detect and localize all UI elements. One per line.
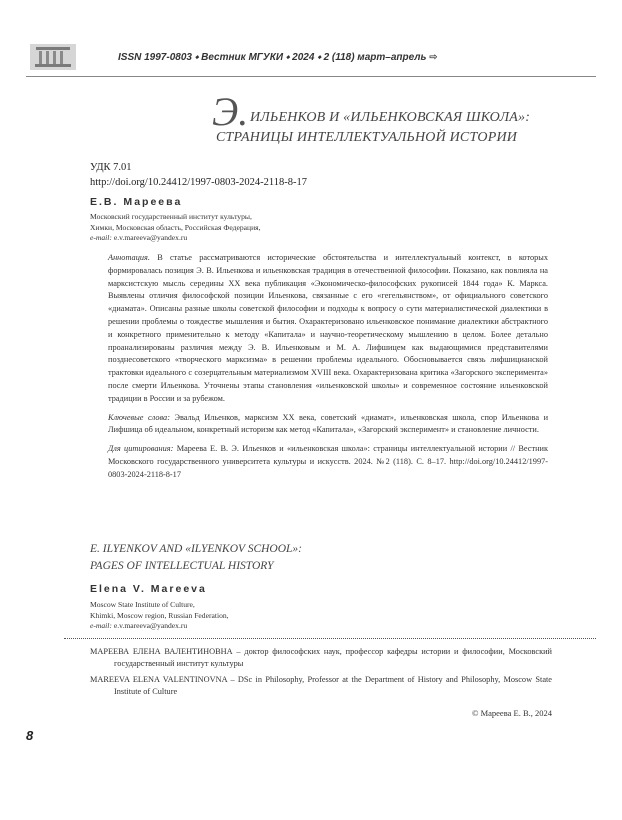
header-divider: [26, 76, 596, 77]
abstract-paragraph: [108, 252, 548, 406]
email-address[interactable]: e.v.mareeva@yandex.ru: [113, 233, 188, 242]
header-text: ISSN 1997-0803 ⬩ Вестник МГУКИ ⬩ 2024 ⬩ 2 (118) март–апрель ⇨: [118, 52, 438, 63]
author-info-block: [90, 646, 552, 702]
author-email-en: [90, 621, 229, 632]
doi-link[interactable]: http://doi.org/10.24412/1997-0803-2024-2118-8-17: [90, 177, 307, 188]
en-affiliation-line-1: Moscow State Institute of Culture,: [90, 600, 195, 609]
affiliation-line-2: Химки, Московская область, Российская Федерация,: [90, 222, 261, 232]
keywords-label: Ключевые слова:: [108, 412, 170, 422]
keywords-paragraph: [108, 412, 548, 438]
en-affiliation-line-2: Khimki, Moscow region, Russian Federation,: [90, 610, 229, 620]
journal-logo-icon: [30, 44, 76, 70]
abstract-block: [108, 252, 548, 482]
english-title: [90, 541, 302, 575]
affiliation-line-1: Московский государственный институт культуры,: [90, 212, 252, 221]
abstract-text: В статье рассматриваются исторические обстоятельства и интеллектуальный контекст, в которых формировалась позиция Э. В. Ильенкова и ильенковская традиция в отечественной философии. Показано, как повлияла на марксистскую мысль середины XX века публикация «Экономическо-философских рукописей 1844 года» К. Маркса. Выявлены отличия философской позиции Ильенкова, связанные с его «гегельянством», от официального советского «диамата». Описаны разные школы советской философии и подходы к вопросу о сути материалистической диалектики в решении проблемы о тождестве мышления и бытия. Охарактеризовано ильенковское понимание диалектики абстрактного и конкретного применительно к методу «Капитала» и научно-теоретическому мышлению в целом. Более детально проанализированы различия между Э. В. Ильенковым и М. А. Лифшицем как выдающимися представителями позднесоветского «творческого марксизма» в решении проблемы идеального. Обосновывается связь лифшицианской трактовки идеального с созерцательным материализмом XVIII века. Охарактеризована критика «Загорского эксперимента» после смерти Ильенкова. Уточнены этапы становления «ильенковской школы» и современное состояние ильенковской традиции в России и за рубежом.: [108, 253, 549, 403]
author-info-ru: МАРЕЕВА ЕЛЕНА ВАЛЕНТИНОВНА – доктор философских наук, профессор кафедры истории и философии, Московский государственный институт культуры: [90, 647, 552, 668]
citation-label: Для цитирования:: [108, 444, 174, 454]
author-name-en: Elena V. Mareeva: [90, 583, 207, 595]
abstract-label: Аннотация.: [108, 253, 150, 262]
dotted-divider: [64, 638, 596, 639]
english-title-line-2: PAGES OF INTELLECTUAL HISTORY: [90, 560, 274, 572]
udk-code: УДК 7.01: [90, 162, 132, 173]
email-label: e-mail:: [90, 233, 112, 242]
copyright: © Мареева Е. В., 2024: [472, 708, 552, 718]
journal-header: [26, 42, 596, 72]
english-title-line-1: E. ILYENKOV AND «ILYENKOV SCHOOL»:: [90, 543, 303, 555]
citation-text: Мареева Е. В. Э. Ильенков и «ильенковская школа»: страницы интеллектуальной истории // Вестник Московского государственного университета культуры и искусств. 2024. №2 (118). С. 8–17. http://doi.org/10.24412/1997-0803-2024-2118-8-17: [108, 444, 549, 479]
en-email-label: e-mail:: [90, 621, 112, 630]
author-email-ru: [90, 233, 261, 244]
author-affiliation-ru: [90, 212, 261, 244]
page-number: 8: [26, 728, 34, 743]
author-affiliation-en: [90, 600, 229, 632]
author-name-ru: Е.В. Мареева: [90, 196, 183, 208]
keywords-text: Эвальд Ильенков, марксизм XX века, советский «диамат», ильенковская школа, спор Ильенкова и Лифшица об идеальном, конкретный историзм как метод «Капитала», «Загорский эксперимент» и становление личности.: [108, 412, 549, 435]
title-line-2: СТРАНИЦЫ ИНТЕЛЛЕКТУАЛЬНОЙ ИСТОРИИ: [216, 130, 518, 145]
title-initial: Э.: [212, 89, 249, 134]
udk-block: [90, 160, 307, 190]
en-email-address[interactable]: e.v.mareeva@yandex.ru: [113, 621, 188, 630]
author-info-en: MAREEVA ELENA VALENTINOVNA – DSc in Philosophy, Professor at the Department of History and Philosophy, Moscow State Institute of Culture: [90, 675, 552, 696]
citation-paragraph: [108, 443, 548, 481]
title-line-1: ИЛЬЕНКОВ И «ИЛЬЕНКОВСКАЯ ШКОЛА»:: [250, 110, 531, 125]
